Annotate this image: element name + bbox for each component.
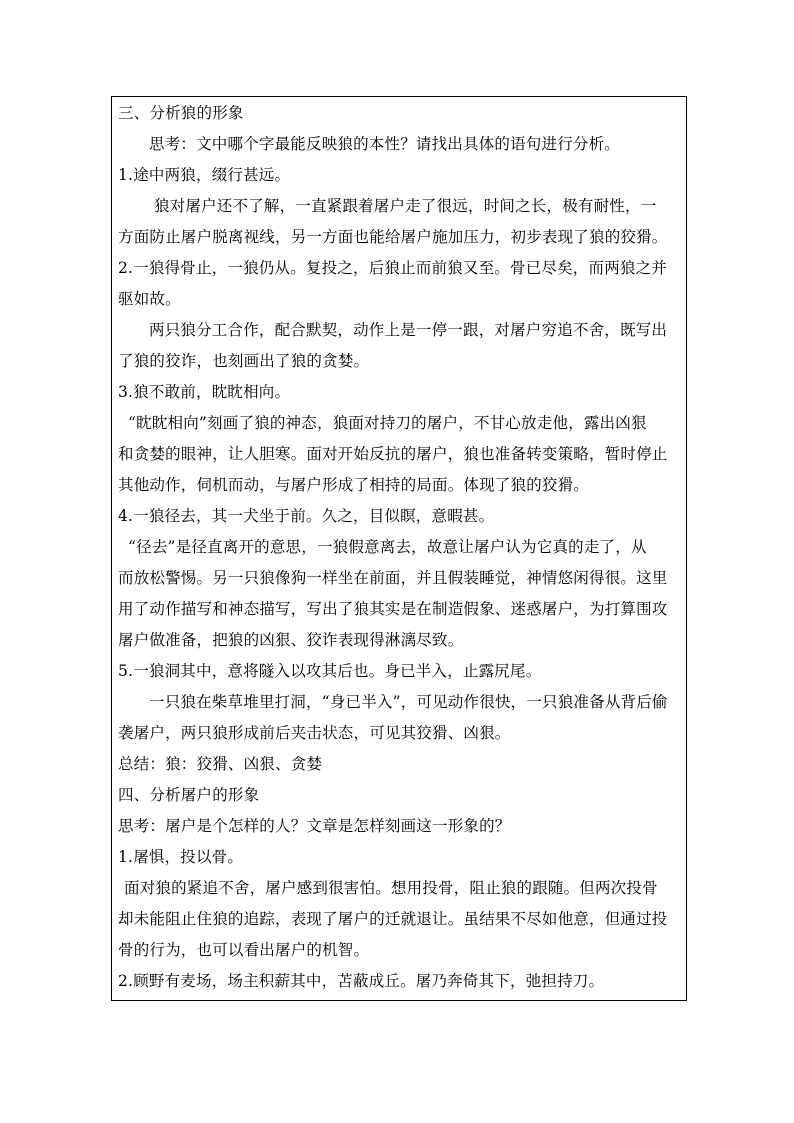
lesson-text <box>118 98 682 997</box>
item-5-analysis-cont: 袭屠户，两只狼形成前后夹击状态，可见其狡猾、凶狠。 <box>118 724 511 742</box>
item-4-quote: 4.一狼径去，其一犬坐于前。久之，目似瞑，意暇甚。 <box>118 507 495 525</box>
item-4-analysis-cont: 用了动作描写和神态描写，写出了狼其实是在制造假象、迷惑屠户，为打算围攻 <box>118 600 668 618</box>
item-5-analysis: 一只狼在柴草堆里打洞，“身已半入”，可见动作很快，一只狼准备从背后偷 <box>149 693 668 711</box>
item-3-quote: 3.狼不敢前，眈眈相向。 <box>118 383 291 401</box>
butcher-item-1-analysis-cont: 骨的行为，也可以看出屠户的机智。 <box>118 941 370 959</box>
wolf-summary: 总结：狼：狡猾、凶狠、贪婪 <box>118 755 323 773</box>
lesson-content-box <box>111 96 687 1001</box>
item-3-analysis-cont: 和贪婪的眼神，让人胆寒。面对开始反抗的屠户，狼也准备转变策略，暂时停止 <box>118 445 668 463</box>
item-2-quote-cont: 驱如故。 <box>118 290 181 308</box>
item-4-analysis: “径去”是径直离开的意思，一狼假意离去，故意让屠户认为它真的走了，从 <box>128 538 647 556</box>
section-3-question: 思考：文中哪个字最能反映狼的本性？请找出具体的语句进行分析。 <box>149 135 621 153</box>
item-3-analysis: “眈眈相向”刻画了狼的神态，狼面对持刀的屠户，不甘心放走他，露出凶狠 <box>128 414 647 432</box>
butcher-item-1-analysis: 面对狼的紧追不舍，屠户感到很害怕。想用投骨，阻止狼的跟随。但两次投骨 <box>124 879 658 897</box>
item-1-analysis-cont: 方面防止屠户脱离视线，另一方面也能给屠户施加压力，初步表现了狼的狡猾。 <box>118 228 668 246</box>
item-2-quote: 2.一狼得骨止，一狼仍从。复投之，后狼止而前狼又至。骨已尽矣，而两狼之并 <box>118 259 667 277</box>
item-4-analysis-cont: 而放松警惕。另一只狼像狗一样坐在前面，并且假装睡觉，神情悠闲得很。这里 <box>118 569 668 587</box>
section-3-heading: 三、分析狼的形象 <box>118 104 244 122</box>
item-3-analysis-cont: 其他动作，伺机而动，与屠户形成了相持的局面。体现了狼的狡猾。 <box>118 476 590 494</box>
butcher-item-1-quote: 1.屠惧，投以骨。 <box>118 848 244 866</box>
item-4-analysis-cont: 屠户做准备，把狼的凶狠、狡诈表现得淋漓尽致。 <box>118 631 464 649</box>
item-2-analysis-cont: 了狼的狡诈，也刻画出了狼的贪婪。 <box>118 352 370 370</box>
item-5-quote: 5.一狼洞其中，意将隧入以攻其后也。身已半入，止露尻尾。 <box>118 662 542 680</box>
item-1-analysis: 狼对屠户还不了解，一直紧跟着屠户走了很远，时间之长，极有耐性，一 <box>154 197 657 215</box>
item-2-analysis: 两只狼分工合作，配合默契，动作上是一停一跟，对屠户穷追不舍，既写出 <box>149 321 668 339</box>
item-1-quote: 1.途中两狼，缀行甚远。 <box>118 166 291 184</box>
butcher-item-1-analysis-cont: 却未能阻止住狼的追踪，表现了屠户的迁就退让。虽结果不尽如他意，但通过投 <box>118 910 668 928</box>
section-4-heading: 四、分析屠户的形象 <box>118 786 260 804</box>
butcher-item-2-quote: 2.顾野有麦场，场主积薪其中，苫蔽成丘。屠乃奔倚其下，弛担持刀。 <box>118 972 605 990</box>
section-4-question: 思考：屠户是个怎样的人？文章是怎样刻画这一形象的？ <box>118 817 511 835</box>
